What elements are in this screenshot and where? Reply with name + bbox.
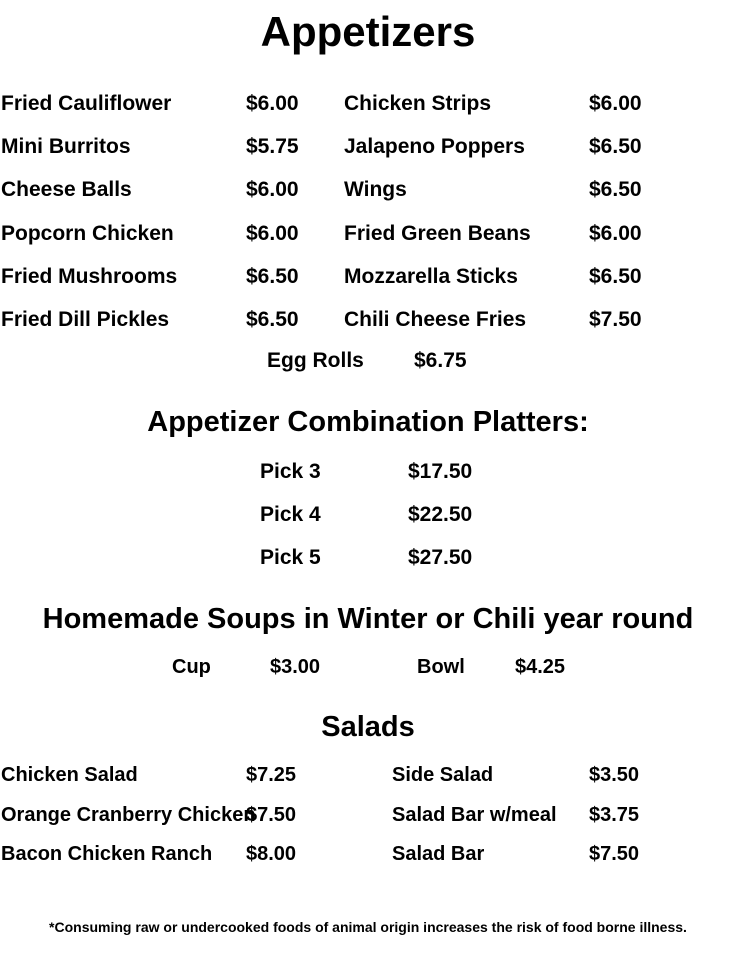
appetizer-name: Egg Rolls — [267, 349, 364, 372]
salad-name: Salad Bar w/meal — [392, 804, 557, 826]
appetizer-name: Mini Burritos — [1, 135, 131, 158]
appetizer-name: Jalapeno Poppers — [344, 135, 525, 158]
appetizer-name: Fried Mushrooms — [1, 265, 178, 288]
appetizer-name: Popcorn Chicken — [1, 222, 174, 245]
appetizer-price: $6.50 — [246, 308, 299, 331]
salad-price: $8.00 — [246, 843, 297, 865]
appetizer-price: $5.75 — [246, 135, 299, 158]
salad-name: Chicken Salad — [1, 764, 138, 786]
soup-cup-price: $3.00 — [270, 656, 321, 678]
salad-name: Side Salad — [392, 764, 494, 786]
platter-price: $27.50 — [408, 546, 473, 569]
salad-name: Bacon Chicken Ranch — [1, 843, 213, 865]
appetizer-price: $6.00 — [246, 222, 299, 245]
soup-cup-label: Cup — [172, 656, 211, 678]
appetizer-price: $6.50 — [589, 265, 642, 288]
soup-bowl-price: $4.25 — [515, 656, 566, 678]
appetizer-name: Wings — [344, 178, 407, 201]
salad-price: $7.50 — [589, 843, 640, 865]
salad-price: $7.25 — [246, 764, 297, 786]
platter-price: $22.50 — [408, 503, 473, 526]
appetizer-name: Fried Dill Pickles — [1, 308, 170, 331]
appetizer-price: $6.75 — [414, 349, 467, 372]
appetizer-price: $6.00 — [246, 92, 299, 115]
appetizer-name: Chicken Strips — [344, 92, 492, 115]
soups-title: Homemade Soups in Winter or Chili year round — [42, 603, 694, 635]
appetizer-price: $6.00 — [589, 222, 642, 245]
appetizer-name: Cheese Balls — [1, 178, 132, 201]
salad-name: Orange Cranberry Chicken — [1, 804, 256, 826]
soup-bowl-label: Bowl — [417, 656, 465, 678]
appetizer-name: Mozzarella Sticks — [344, 265, 518, 288]
platter-name: Pick 4 — [260, 503, 321, 526]
platter-name: Pick 3 — [260, 460, 321, 483]
appetizer-name: Fried Green Beans — [344, 222, 531, 245]
appetizer-price: $6.00 — [589, 92, 642, 115]
platter-price: $17.50 — [408, 460, 473, 483]
appetizer-price: $6.50 — [246, 265, 299, 288]
salad-price: $3.50 — [589, 764, 640, 786]
appetizer-name: Fried Cauliflower — [1, 92, 172, 115]
appetizer-price: $6.00 — [246, 178, 299, 201]
platters-title: Appetizer Combination Platters: — [147, 406, 589, 438]
food-safety-disclaimer: *Consuming raw or undercooked foods of animal origin increases the risk of food borne illness. — [49, 919, 687, 935]
platter-name: Pick 5 — [260, 546, 321, 569]
salad-name: Salad Bar — [392, 843, 485, 865]
salads-title: Salads — [321, 711, 415, 743]
appetizer-price: $6.50 — [589, 178, 642, 201]
salad-price: $7.50 — [246, 804, 297, 826]
salad-price: $3.75 — [589, 804, 640, 826]
appetizers-title: Appetizers — [260, 8, 476, 55]
appetizer-name: Chili Cheese Fries — [344, 308, 527, 331]
appetizer-price: $6.50 — [589, 135, 642, 158]
appetizer-price: $7.50 — [589, 308, 642, 331]
